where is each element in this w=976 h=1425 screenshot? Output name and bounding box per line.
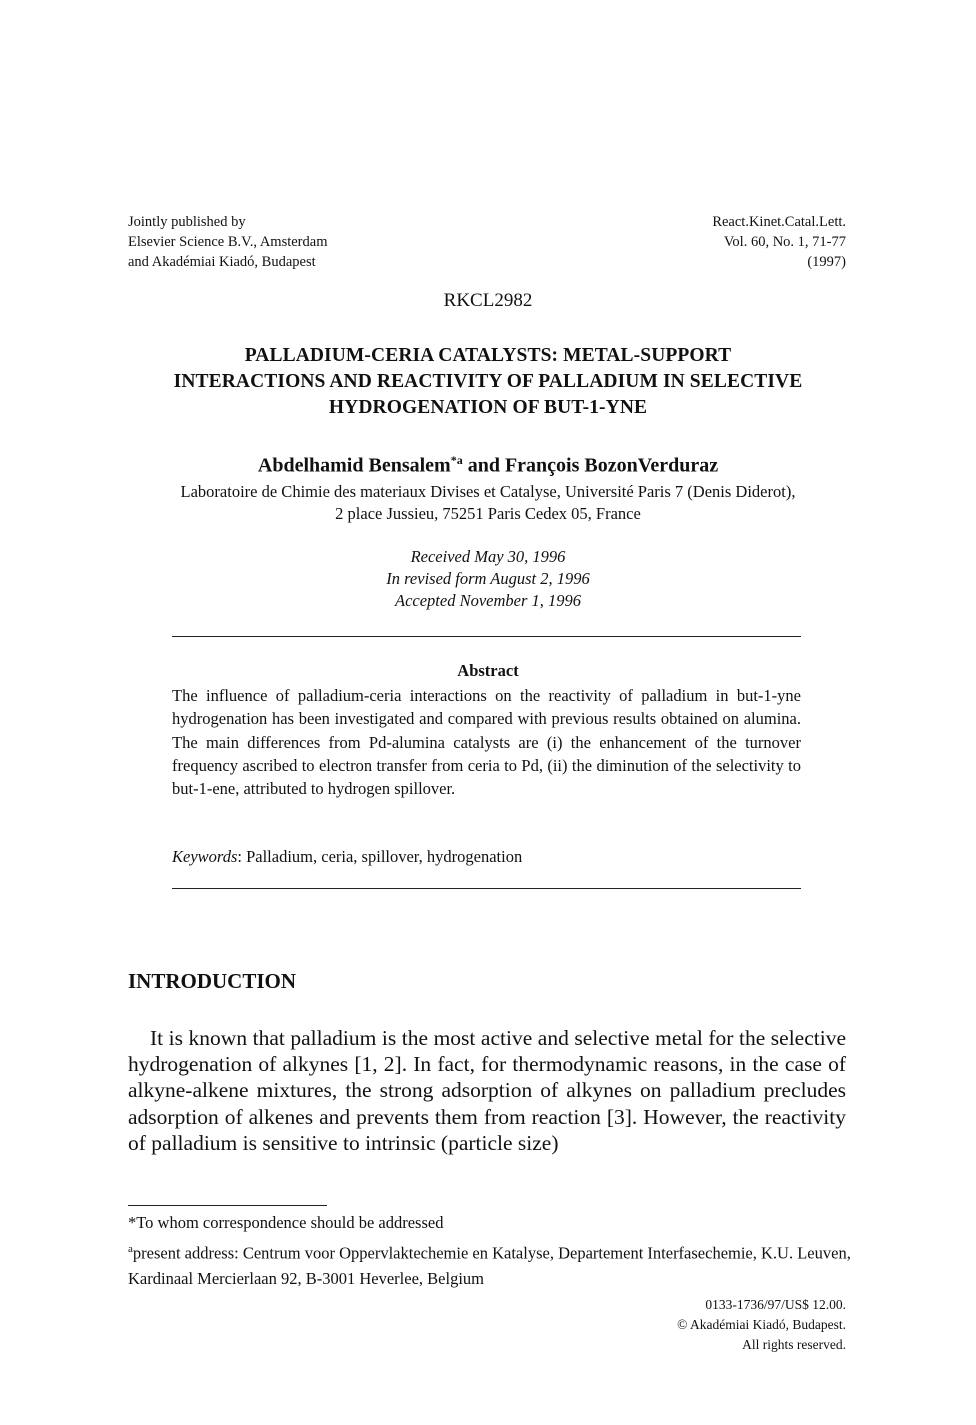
author-conjunction: and — [462, 454, 505, 477]
keywords-list: : Palladium, ceria, spillover, hydrogenation — [237, 847, 523, 866]
revised-date: In revised form August 2, 1996 — [386, 569, 590, 588]
journal-info — [712, 212, 846, 272]
keywords-label: Keywords — [172, 847, 238, 866]
footnote-address-text: present address: Centrum voor Oppervlaktechemie en Katalyse, Departement Interfasechemie, K.U. Leuven, Kardinaal Mercierlaan 92, B-3001 Heverlee, Belgium — [128, 1243, 851, 1288]
authors — [0, 453, 976, 478]
publisher-line: and Akadémiai Kiadó, Budapest — [128, 254, 316, 270]
journal-name: React.Kinet.Catal.Lett. — [712, 214, 846, 230]
author-name: François BozonVerduraz — [504, 454, 719, 477]
journal-volume: Vol. 60, No. 1, 71-77 — [723, 234, 846, 250]
article-dates — [0, 546, 976, 612]
rights-reserved: All rights reserved. — [742, 1337, 846, 1352]
title-line: HYDROGENATION OF BUT-1-YNE — [328, 397, 648, 418]
title-line: PALLADIUM-CERIA CATALYSTS: METAL-SUPPORT — [244, 345, 732, 366]
footnote-present-address — [128, 1237, 858, 1291]
issn-price: 0133-1736/97/US$ 12.00. — [705, 1297, 846, 1312]
publisher-info — [128, 212, 327, 272]
article-code: RKCL2982 — [443, 290, 533, 311]
introduction-paragraph: It is known that palladium is the most active and selective metal for the selective hydrogenation of alkynes [1, 2]. In fact, for thermodynamic reasons, in the case of alkyne-alkene mixtures, the strong adsorption of alkynes on palladium precludes adsorption of alkenes and prevents them from reaction [3]. However, the reactivity of palladium is sensitive to intrinsic (particle size) — [128, 1026, 846, 1155]
footnote-correspondence: *To whom correspondence should be addressed — [128, 1213, 444, 1232]
article-title — [100, 343, 876, 421]
abstract-bottom-rule — [172, 888, 801, 889]
affiliation — [60, 481, 916, 525]
accepted-date: Accepted November 1, 1996 — [394, 591, 582, 610]
footnote-mark: a — [128, 1243, 133, 1255]
introduction-body — [128, 1025, 846, 1156]
author-name: Abdelhamid Bensalem — [257, 454, 451, 477]
copyright-holder: © Akadémiai Kiadó, Budapest. — [677, 1317, 846, 1332]
publisher-line: Jointly published by — [128, 214, 246, 230]
title-line: INTERACTIONS AND REACTIVITY OF PALLADIUM IN SELECTIVE — [173, 371, 803, 392]
keywords — [172, 847, 801, 867]
journal-year: (1997) — [807, 254, 846, 270]
abstract-top-rule — [172, 636, 801, 637]
affiliation-line: 2 place Jussieu, 75251 Paris Cedex 05, France — [335, 504, 641, 523]
abstract-text: The influence of palladium-ceria interactions on the reactivity of palladium in but-1-yne hydrogenation has been investigated and compared with previous results obtained on alumina. The main differences from Pd-alumina catalysts are (i) the enhancement of the turnover frequency ascribed to electron transfer from ceria to Pd, (ii) the diminution of the selectivity to but-1-ene, attributed to hydrogen spillover. — [172, 686, 801, 799]
received-date: Received May 30, 1996 — [410, 547, 566, 566]
introduction-heading: INTRODUCTION — [128, 969, 297, 993]
author-marks: *a — [450, 453, 463, 467]
affiliation-line: Laboratoire de Chimie des materiaux Divises et Catalyse, Université Paris 7 (Denis Diderot), — [180, 482, 796, 501]
abstract-heading: Abstract — [457, 661, 519, 680]
footnote-rule — [128, 1205, 327, 1206]
copyright-block — [677, 1295, 846, 1355]
publisher-line: Elsevier Science B.V., Amsterdam — [128, 234, 328, 250]
